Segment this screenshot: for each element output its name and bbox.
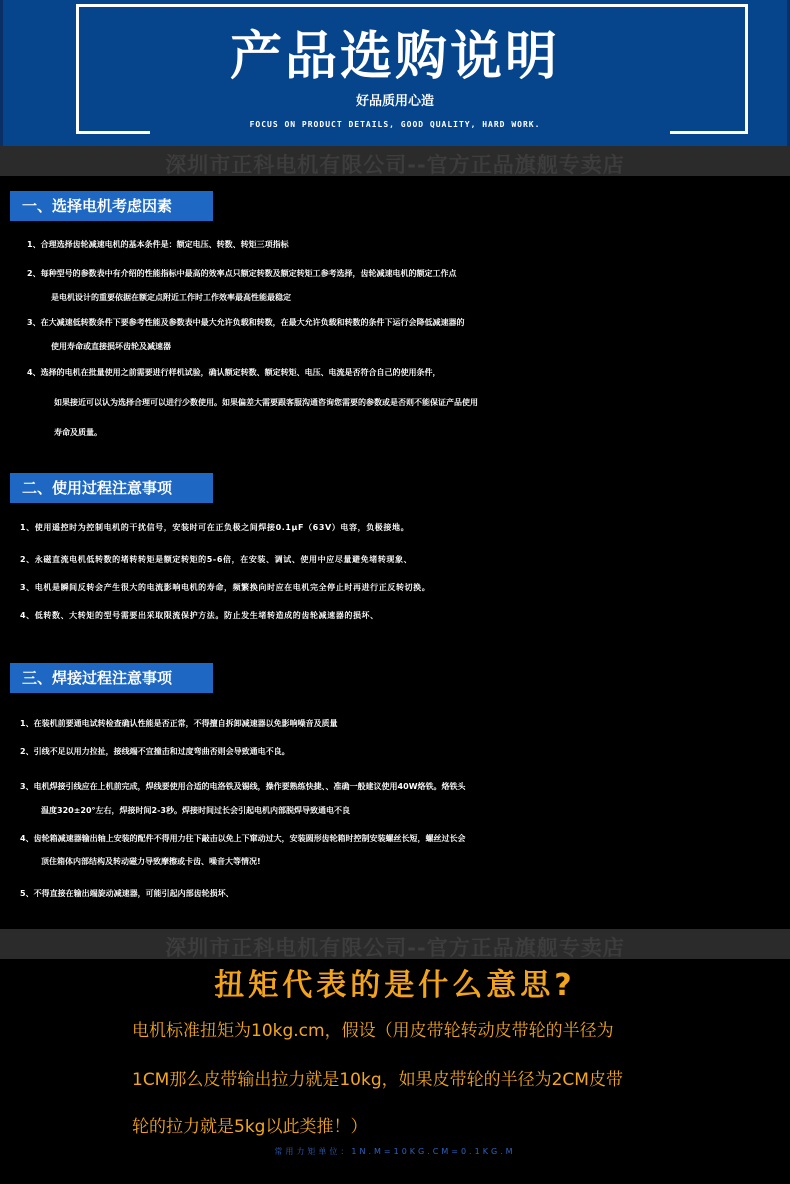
page-tagline: FOCUS ON PRODUCT DETAILS, GOOD QUALITY, HARD WORK.: [249, 120, 541, 129]
section1-item: 是电机设计的重要依据在额定点附近工作时工作效率最高性能最稳定: [51, 293, 291, 302]
header-banner: [0, 0, 790, 146]
section3-item: 1、在装机前要通电试转检查确认性能是否正常，不得擅自拆卸减速器以免影响噪音及质量: [20, 719, 338, 728]
watermark-bottom: 深圳市正科电机有限公司--官方正品旗舰专卖店: [165, 936, 625, 960]
section1-item: 1、合理选择齿轮减速电机的基本条件是：额定电压、转数、转矩三项指标: [27, 240, 289, 249]
page-title: 产品选购说明: [229, 27, 560, 87]
section3-item: 温度320±20°左右，焊接时间2-3秒。焊接时间过长会引起电机内部脱焊导致通电不良: [41, 806, 350, 815]
torque-unit-line: 常用力矩单位：1N.M=10KG.CM=0.1KG.M: [274, 1147, 516, 1156]
section1-item: 3、在大减速低转数条件下要参考性能及参数表中最大允许负载和转数，在最大允许负载和转数的条件下运行会降低减速器的: [27, 318, 465, 327]
section3-item: 4、齿轮箱减速器输出轴上安装的配件不得用力往下敲击以免上下窜动过大，安装圆形齿轮箱时控制安装螺丝长短，螺丝过长会: [20, 834, 466, 843]
section1-item: 2、每种型号的参数表中有介绍的性能指标中最高的效率点只额定转数及额定转矩工参考选择，齿轮减速电机的额定工作点: [27, 269, 457, 278]
section1-item: 如果接近可以认为选择合理可以进行少数使用。如果偏差大需要跟客服沟通咨询您需要的参数或是否则不能保证产品使用: [54, 398, 478, 407]
section2-item: 3、电机是瞬间反转会产生很大的电流影响电机的寿命，频繁换向时应在电机完全停止时再进行正反转切换。: [20, 583, 431, 592]
section3-item: 顶住箱体内部结构及转动磁力导致摩擦或卡齿、噪音大等情况!: [41, 857, 261, 866]
torque-line: 1CM那么皮带输出拉力就是10kg，如果皮带轮的半径为2CM皮带: [132, 1070, 623, 1090]
section3-item: 3、电机焊接引线应在上机前完成，焊线要使用合适的电洛铁及锡线，操作要熟练快捷、、准确一般建议使用40W烙铁。烙铁头: [20, 782, 466, 791]
section2-item: 2、永磁直流电机低转数的堵转转矩是额定转矩的5-6倍，在安装、调试、使用中应尽量避免堵转现象、: [20, 555, 413, 564]
section-label-usage: 二、使用过程注意事项: [10, 473, 213, 503]
section2-item: 4、低转数、大转矩的型号需要出采取限流保护方法。防止发生堵转造成的齿轮减速器的损坏、: [20, 611, 379, 620]
section3-item: 5、不得直接在输出端旋动减速器，可能引起内部齿轮损坏、: [20, 889, 234, 898]
section-label-welding: 三、焊接过程注意事项: [10, 663, 213, 693]
header-frame-gap: [150, 128, 670, 138]
section1-item: 4、选择的电机在批量使用之前需要进行样机试验，确认额定转数、额定转矩、电压、电流是否符合自己的使用条件，: [27, 368, 441, 377]
torque-line: 电机标准扭矩为10kg.cm，假设（用皮带轮转动皮带轮的半径为: [132, 1021, 614, 1041]
torque-title: 扭矩代表的是什么意思?: [214, 968, 576, 1003]
section1-item: 使用寿命或直接损坏齿轮及减速器: [51, 342, 171, 351]
page-subtitle: 好品质用心造: [355, 94, 434, 109]
section3-item: 2、引线不足以用力拉扯，接线端不宜撞击和过度弯曲否则会导致通电不良。: [20, 747, 290, 756]
section1-item: 寿命及质量。: [54, 428, 102, 437]
section2-item: 1、使用遥控时为控制电机的干扰信号，安装时可在正负极之间焊接0.1μF（63V）电容，负极接地。: [20, 523, 410, 532]
torque-line: 轮的拉力就是5kg以此类推！）: [132, 1117, 368, 1137]
section-label-selection: 一、选择电机考虑因素: [10, 191, 213, 221]
watermark-top: 深圳市正科电机有限公司--官方正品旗舰专卖店: [165, 153, 625, 177]
